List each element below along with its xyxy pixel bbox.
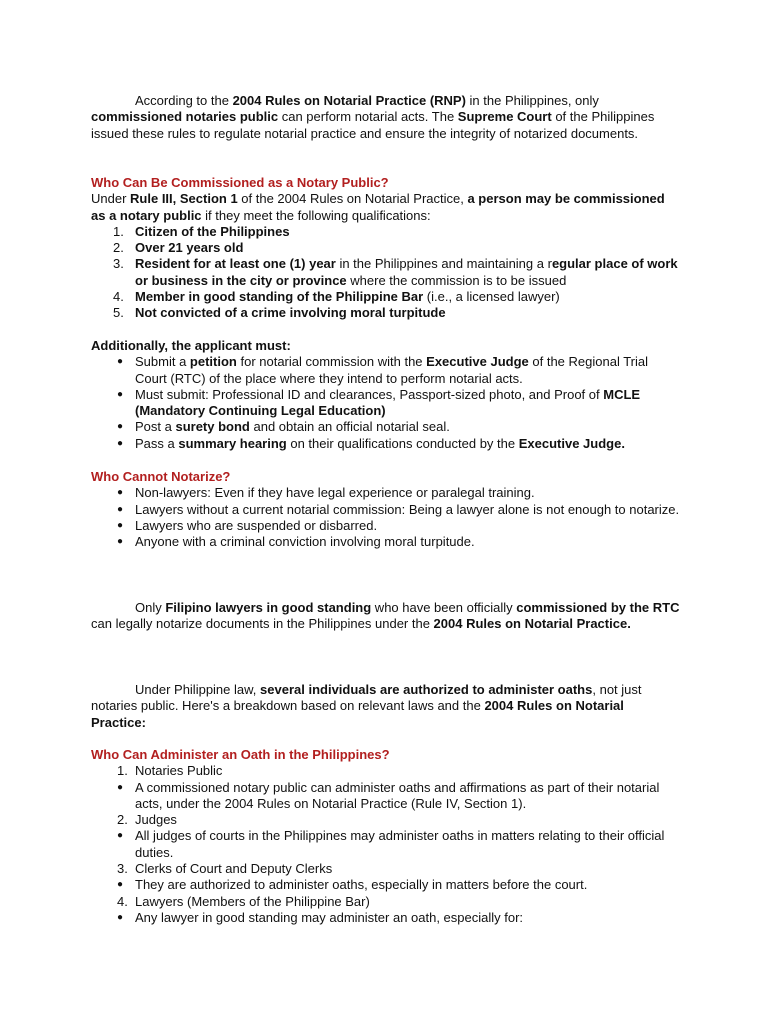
section-applicant-must [91,338,681,452]
text: Notaries Public [135,763,223,779]
intro-text: of the Philippines issued these rules to regulate notarial practice and ensure the integrity of notarized documents. [91,109,655,141]
section-heading: Who Can Be Commissioned as a Notary Public? [91,175,389,190]
text: Post a [135,419,176,435]
text: , not just notaries public. Here's a breakdown based on relevant laws and the [91,682,642,714]
list-item [91,877,681,893]
bold-text: Not convicted of a crime involving moral turpitude [135,305,446,321]
text: Submit a [135,354,190,370]
bullet-icon: ● [117,536,124,548]
section-commissioned [91,175,681,322]
text: Under Philippine law, [135,682,261,697]
list-item [91,485,681,501]
bold-text: Executive Judge. [518,435,625,451]
text: They are authorized to administer oaths, especially in matters before the court. [135,877,588,893]
list-item [91,910,681,926]
bold-text: summary hearing [178,435,287,451]
list-item [91,436,681,452]
list-item [91,534,681,550]
text: in the Philippines and maintaining a r [335,256,552,272]
bullet-icon: ● [117,487,124,499]
bold-text: Resident for at least one (1) year [135,256,336,272]
bold-text: Rule III, Section 1 [130,191,238,207]
text: A commissioned notary public can administer oaths and affirmations as part of their notarial acts, under the 2004 Rules on Notarial Practice (Rule IV, Section 1). [135,779,660,811]
bold-text: petition [189,354,237,370]
bullet-icon: ● [117,421,124,433]
list-number: 2. [113,240,124,256]
bold-text: surety bond [175,419,250,435]
bold-text: 2004 Rules on Notarial Practice [91,698,624,730]
section-heading [91,338,681,354]
list-number: 1. [117,763,128,779]
list-item [91,502,681,518]
list-item [91,894,681,910]
text: who have been officially [371,600,517,615]
paragraph-oaths [91,682,681,731]
list-number: 4. [113,289,124,305]
cannot-list [91,485,681,550]
text: Lawyers who are suspended or disbarred. [135,517,378,533]
text: Lawyers (Members of the Philippine Bar) [135,893,370,909]
text: Anyone with a criminal conviction involving moral turpitude. [135,534,475,550]
bold-text: a person may be commissioned as a notary public [91,191,665,223]
text: where the commission is to be issued [346,272,567,288]
intro-text: in the Philippines, only [465,93,599,108]
section-heading: Who Can Administer an Oath in the Philippines? [91,747,390,762]
section-intro [91,191,681,224]
text: of the Regional Trial Court (RTC) of the place where they intend to perform notarial acts. [135,354,648,386]
bold-text: Executive Judge [426,354,529,370]
list-item [91,289,681,305]
list-item [91,780,681,813]
list-number: 4. [117,893,128,909]
section-heading: Who Cannot Notarize? [91,469,231,484]
text: Must submit: Professional ID and clearances, Passport-sized photo, and Proof of [135,386,604,402]
text: Clerks of Court and Deputy Clerks [135,861,333,877]
bold-text: Member in good standing of the Philippine Bar [135,289,424,305]
intro-bold: Supreme Court [457,109,552,125]
text: if they meet the following qualifications: [201,207,431,223]
text: Non-lawyers: Even if they have legal experience or paralegal training. [135,485,535,501]
bold-text: : [141,714,146,730]
intro-text: According to the [135,93,233,108]
bullet-icon: ● [117,356,124,368]
text: of the 2004 Rules on Notarial Practice, [237,191,468,207]
bold-text: egular place of work or business in the city or province [135,256,678,288]
intro-bold: commissioned notaries public [91,109,279,125]
section-administer-oath [91,747,681,926]
intro-text: can perform notarial acts. The [278,109,458,125]
bullet-icon: ● [117,437,124,449]
bold-text: 2004 Rules on Notarial Practice. [433,616,631,632]
bullet-icon: ● [117,879,124,891]
bullet-icon: ● [117,911,124,923]
list-item [91,305,681,321]
text: Judges [135,812,177,828]
intro-bold: 2004 Rules on Notarial Practice (RNP) [232,93,466,108]
list-item [91,354,681,387]
list-item [91,518,681,534]
text: Any lawyer in good standing may administer an oath, especially for: [135,909,524,925]
bold-text: Additionally, the applicant must [91,338,287,353]
bullet-icon: ● [117,503,124,515]
text: and obtain an official notarial seal. [249,419,450,435]
list-number: 5. [113,305,124,321]
list-number: 3. [113,256,124,272]
text: can legally notarize documents in the Philippines under the [91,616,434,632]
oath-list [91,763,681,926]
requirements-list [91,354,681,452]
list-item [91,812,681,828]
text: Under [91,191,131,207]
list-item [91,224,681,240]
list-item [91,256,681,289]
text: Lawyers without a current notarial commission: Being a lawyer alone is not enough to notarize. [135,501,680,517]
list-item [91,419,681,435]
paragraph-filipino-lawyers [91,600,681,633]
text: for notarial commission with the [236,354,427,370]
text: on their qualifications conducted by the [286,435,519,451]
list-number: 3. [117,861,128,877]
intro-paragraph [91,93,681,142]
list-item [91,387,681,420]
bullet-icon: ● [117,781,124,793]
bullet-icon: ● [117,388,124,400]
text: Only [135,600,166,615]
list-item [91,828,681,861]
section-cannot-notarize [91,469,681,550]
bold-text: : [286,338,291,353]
list-number: 2. [117,812,128,828]
list-item [91,861,681,877]
bold-text: Filipino lawyers in good standing [165,600,372,615]
bold-text: commissioned by the RTC [516,600,680,615]
list-item [91,763,681,779]
list-number: 1. [113,223,124,239]
bullet-icon: ● [117,830,124,842]
qualifications-list [91,224,681,322]
text: All judges of courts in the Philippines may administer oaths in matters relating to their official duties. [135,828,665,860]
bullet-icon: ● [117,519,124,531]
bold-text: Citizen of the Philippines [135,223,290,239]
list-item [91,240,681,256]
text: Pass a [135,435,179,451]
text: (i.e., a licensed lawyer) [423,289,560,305]
bold-text: MCLE (Mandatory Continuing Legal Education) [135,386,641,419]
bold-text: Over 21 years old [135,240,244,256]
bold-text: several individuals are authorized to administer oaths [260,682,593,697]
